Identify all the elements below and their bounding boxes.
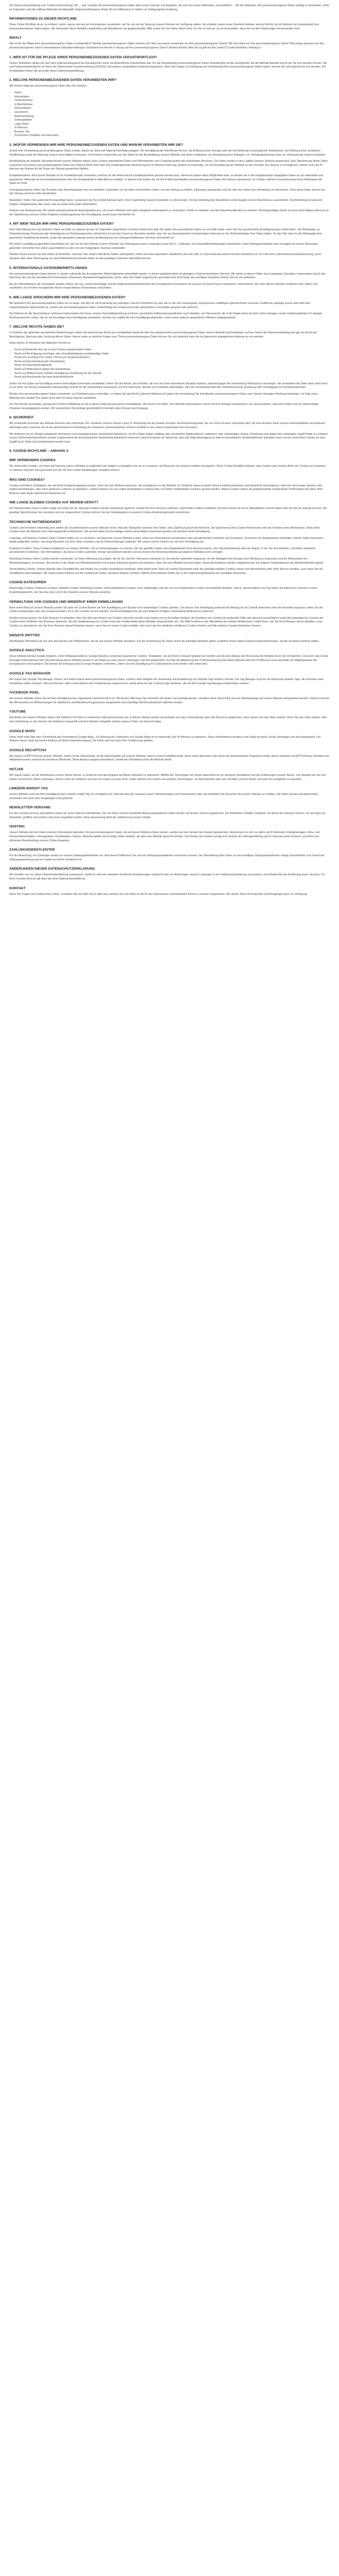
paragraph: Wir nutzen den Google Tag Manager. Dieses Tool selbst erfasst keine personenbezogenen Daten, sondern dient lediglich der Verwaltung und Auslieferung von Website-Tags anderer Dienste. Der Tag Manager sorgt für die Auslösung anderer Tags, die ihrerseits unter Umständen Daten erfassen. Wird auf Domain- oder Cookie-Ebene eine Deaktivierung vorgenommen, bleibt diese für alle Tracking-Tags bestehen, die mit dem Google Tag Manager implementiert werden. xyxy=(9,677,324,685)
list-item: • Recht auf Einschränkung der Verarbeitung xyxy=(14,360,330,364)
paragraph: Beim ersten Besuch unserer Website werden Sie über ein Cookie-Banner um Ihre Einwilligung zum Einsatz nicht notwendiger Cookies gebeten. Sie können Ihre Einwilligung jederzeit mit Wirkung für die Zukunft widerrufen oder Ihre Auswahl anpassen, indem Sie die Cookie-Einstellungen über den entsprechenden Link in der Fußzeile erneut aufrufen. Die Rechtmäßigkeit der bis zum Widerruf erfolgten Verarbeitung bleibt davon unberührt. xyxy=(9,606,323,614)
list-item: • E-Mail-Adresse xyxy=(14,103,330,107)
paragraph: Wir binden auf unserer Website Videos der Plattform YouTube im erweiterten Datenschutzmodus ein. In diesem Modus werden laut Anbieter erst dann Informationen über den Besucher gespeichert, wenn dieser sich das Video ansieht. Wenn Sie das Video starten, wird eine Verbindung zu den Servern des Anbieters hergestellt und dem Anbieter mitgeteilt, welche unserer Seiten Sie besucht haben. xyxy=(9,716,327,723)
list-item: • Recht auf Berichtigung unrichtiger oder Vervollständigung unvollständiger Daten xyxy=(14,352,330,357)
paragraph: Marketing-Cookies: Diese Cookies werden verwendet, um Ihnen Werbung anzuzeigen, die für Sie und Ihre Interessen relevanter ist. Sie werden außerdem eingesetzt, um die Häufigkeit der Anzeige einer Werbung zu begrenzen und die Wirksamkeit von Werbekampagnen zu messen. Sie werden in der Regel von Werbenetzwerken mit unserer Erlaubnis gesetzt und speichern, dass Sie eine Website besucht haben. Diese Informationen werden möglicherweise mit anderen Organisationen wie Werbetreibenden geteilt. xyxy=(9,557,324,565)
section-heading-zahlungsdienstleister: ZAHLUNGSDIENSTLEISTER xyxy=(9,848,55,852)
section-heading-linkedin-insight-tag: LINKEDIN INSIGHT TAG xyxy=(9,787,48,791)
paragraph: Funktions-Cookies: Diese Cookies ermöglichen es unserer Website, sich an Entscheidungen zu erinnern, die Sie getroffen haben, wie beispielsweise Ihren Benutzernamen, Ihre Spracheinstellung oder die Region, in der Sie sich befinden, und bieten erweiterte, persönlichere Funktionen. Die Informationen, die diese Cookies sammeln, können anonymisiert werden und sie können Ihre Browsing-Aktivität auf anderen Websites nicht verfolgen. xyxy=(9,547,316,554)
list-item: • Recht auf Auskunft über die zu Ihrer Person gespeicherten Daten xyxy=(14,348,330,352)
section-heading-inhalt: INHALT xyxy=(9,36,22,40)
section-heading-google-analytics: GOOGLE ANALYTICS xyxy=(9,649,44,653)
section-heading-hosting: HOSTING xyxy=(9,825,25,829)
paragraph: Wir verwenden innerhalb des Website-Besuchs das verbreitete SSL-Verfahren (Secure Socket Layer) in Verbindung mit der jeweils höchsten Verschlüsselungsstufe, die von Ihrem Browser unterstützt wird. Ob eine einzelne Seite unseres Internetauftrittes verschlüsselt übertragen wird, erkennen Sie an der geschlossenen Darstellung des Schlüssel- beziehungsweise Schloss-Symbols in der unteren Statusleiste Ihres Browsers. xyxy=(9,422,325,429)
paragraph: Eine Übermittlung Ihrer persönlichen Daten an Dritte zu anderen als den im Folgenden aufgeführten Zwecken findet nicht statt. Wir geben Ihre persönlichen Daten nur an Dritte weiter, wenn Sie Ihre ausdrückliche Einwilligung dazu erteilt haben, die Weitergabe zur Geltendmachung, Ausübung oder Verteidigung von Rechtsansprüchen erforderlich ist und kein Grund zur Annahme besteht, dass Sie ein überwiegendes schutzwürdiges Interesse an der Nichtweitergabe Ihrer Daten haben, für den Fall, dass für die Weitergabe eine gesetzliche Verpflichtung besteht, sowie dies gesetzlich zulässig und für die Abwicklung von Vertragsverhältnissen mit Ihnen erforderlich ist. xyxy=(9,228,322,240)
section-heading-5-internationale-datenübermittlungen: 5. INTERNATIONALE DATENÜBERMITTLUNGEN xyxy=(9,266,88,270)
list-item: • IP-Adresse xyxy=(14,126,330,130)
paragraph: Für die Abwicklung von Zahlungen setzen wir externe Zahlungsdienstleister ein, über deren Plattformen Sie und wir Zahlungstransaktionen vornehmen können. Die Übermittlung Ihrer Daten an den jeweiligen Zahlungsdienstleister erfolgt ausschließlich zum Zweck der Zahlungsabwicklung und nur soweit sie hierfür erforderlich ist. xyxy=(9,854,325,861)
list-item: • Recht auf Widerspruch gegen die Verarbeitung xyxy=(14,368,330,372)
list-item: • Telefonnummer xyxy=(14,99,330,103)
list-item: • Name xyxy=(14,91,330,95)
paragraph: Ihre personenbezogenen Daten können in Länder außerhalb des Europäischen Wirtschaftsraums übermittelt werden, in denen gegebenenfalls ein geringeres Datenschutzniveau herrscht. Wir stellen in diesen Fällen durch geeignete Garantien, insbesondere durch den Abschluss der von der Europäischen Kommission erlassenen Standardvertragsklauseln, sicher, dass Ihre Daten angemessen geschützt sind. Eine Kopie der jeweiligen Garantien können Sie bei uns anfordern. xyxy=(9,272,326,280)
paragraph: Wir speichern Ihre personenbezogenen Daten nur so lange, wie dies für die Erreichung der jeweiligen Zwecke erforderlich ist oder wie es die vom Gesetzgeber vorgesehenen vielfältigen Speicherfristen vorsehen. Entfällt der jeweilige Zweck oder läuft eine vorgeschriebene Speicherfrist ab, werden die personenbezogenen Daten routinemäßig und entsprechend den gesetzlichen Vorschriften gesperrt oder gelöscht. xyxy=(9,301,311,309)
paragraph: Sofern wir Ihre Daten auf Grundlage unserer berechtigten Interessen verarbeiten, haben Sie das Recht, aus Gründen, die sich aus Ihrer besonderen Situation ergeben, jederzeit gegen die Verarbeitung Widerspruch einzulegen. Wir verarbeiten die Daten dann nicht mehr, es sei denn, wir können zwingende schutzwürdige Gründe für die Verarbeitung nachweisen, die Ihre Interessen, Rechte und Freiheiten überwiegen, oder die Verarbeitung dient der Geltendmachung, Ausübung oder Verteidigung von Rechtsansprüchen. xyxy=(9,382,328,389)
paragraph: Der Datenschutzerklärung und "Cookie-Unterrichtung" der ... und "Leander die personenbezogenen Daten über unsere Dienste und Angebote, die sich auf unsere Webseiten, einschließlich ... Mit den Websites, ihre personenbezogenen Daten zuläßig zu behandeln. Unter im Folgenden wird die haftbare Webseite bereitgestellt. Datenschutzhinweise finden Sie im Hilfsbereich in Seiten zur Verfügungsbeschreibung. xyxy=(9,4,329,11)
section-heading-kontakt: KONTAKT xyxy=(9,886,26,890)
bullet-list xyxy=(9,348,330,380)
section-heading-9-cookie-richtlinie-anhang-a: 9. COOKIE-RICHTLINIE – ANHANG A xyxy=(9,449,69,453)
paragraph: Bereitstellung der Website: Bei jedem Aufruf unserer Website erfasst unser System automatisiert Daten und Informationen vom Computersystem des aufrufenden Rechners. Die Daten werden in den Logfiles unseres Systems gespeichert. Eine Speicherung dieser Daten zusammen mit anderen personenbezogenen Daten des Nutzers findet nicht statt. Die vorübergehende Speicherung der IP-Adresse durch das System ist notwendig, um eine Auslieferung der Website an den Rechner des Nutzers zu ermöglichen. Hierfür muss die IP-Adresse des Nutzers für die Dauer der Sitzung gespeichert bleiben. xyxy=(9,160,328,171)
paragraph: Nachfolgend informieren wir Sie über die Dienste von Drittanbietern, die wir auf unserer Website einsetzen. Für die Verarbeitung der Daten durch die jeweiligen Anbieter gelten zusätzlich deren eigene Datenschutzbestimmungen, auf die wir keinen Einfluss haben. xyxy=(9,639,319,643)
list-item: • Geschlecht xyxy=(14,111,330,115)
section-heading-informationen-zu-dieser-richtlinie: INFORMATIONEN ZU DIESER RICHTLINIE xyxy=(9,17,77,21)
paragraph: Auf unserer Website setzen wir mit Ihrer Einwilligung das sogenannte Facebook-Pixel ein. Mit dessen Hilfe kann das Verhalten der Nutzer nachverfolgt werden, nachdem diese durch Klick auf eine Werbeanzeige auf unsere Website weitergeleitet wurden. Dadurch können die Wirksamkeit von Werbeanzeigen für statistische und Marktforschungszwecke ausgewertet und zukünftige Werbemaßnahmen optimiert werden. xyxy=(9,697,330,704)
section-heading-7-welche-rechte-haben-sie: 7. WELCHE RECHTE HABEN SIE? xyxy=(9,325,64,329)
section-heading-1-wer-ist-für-die-pflege-ihrer-personenb: 1. WER IST FÜR DIE PFLEGE IHRER PERSONENBEZOGENEN DATEN VERANTWORTLICH? xyxy=(9,55,157,59)
section-heading-dienste-dritter: DIENSTE DRITTER xyxy=(9,633,40,637)
section-heading-wir-verwenden-cookies: WIR VERWENDEN COOKIES xyxy=(9,459,56,463)
paragraph: Vertragsabwicklung: Wenn Sie Produkte oder Dienstleistungen bei uns bestellen, verarbeiten wir die dafür erforderlichen Daten, um den Vertrag zu erfüllen, Zahlungen abzuwickeln und Sie über den Status Ihrer Bestellung zu informieren. Ohne diese Daten können wir den Vertrag mit Ihnen nicht abschließen. xyxy=(9,188,325,196)
section-heading-google-tag-manager: GOOGLE TAG MANAGER xyxy=(9,671,51,675)
list-item: • Zahlungsdaten xyxy=(14,118,330,123)
section-heading-änderungen-dieser-datenschutzerklärung: ÄNDERUNGEN DIESER DATENSCHUTZERKLÄRUNG xyxy=(9,867,95,871)
paragraph: Die Kriterien für die Speicherdauer umfassen insbesondere die Dauer unserer Geschäftsbeziehung mit Ihnen, gesetzliche Aufbewahrungspflichten nach Handels- und Steuerrecht, die in der Regel sechs bis zehn Jahre betragen, sowie Verjährungsfristen für etwaige Rechtsansprüche. Daten, die wir auf Grundlage Ihrer Einwilligung verarbeiten, löschen wir, sobald Sie Ihre Einwilligung widerrufen, sofern keine anderen gesetzlichen Pflichten entgegenstehen. xyxy=(9,312,322,319)
paragraph: Cookies sind kleine Textdateien, die auf Ihrem Endgerät abgelegt werden, wenn Sie eine Website besuchen. Sie ermöglichen es der Website, Ihr Gerät bei einem erneuten Besuch wiederzuerkennen und bestimmte Informationen, etwa Ihre bevorzugte Sprache oder andere Einstellungen, über einen gewissen Zeitraum zu speichern. Cookies können von uns selbst (Erstanbieter-Cookies) oder von Dritten (Drittanbieter-Cookies) gesetzt werden. Neben Cookies setzen wir gegebenenfalls vergleichbare Technologien wie Pixel, Web Beacons oder lokale Speichermechanismen ein. xyxy=(9,484,323,495)
list-item: • Recht auf Datenübertragbarkeit xyxy=(14,364,330,368)
paragraph: Im Rahmen der geltenden gesetzlichen Bestimmungen haben Sie jederzeit das Recht auf unentgeltliche Auskunft über Ihre gespeicherten personenbezogenen Daten, deren Herkunft und Empfänger und den Zweck der Datenverarbeitung und ggf. ein Recht auf Berichtigung, Sperrung oder Löschung dieser Daten. Hierzu sowie zu weiteren Fragen zum Thema personenbezogene Daten können Sie sich jederzeit unter der im Impressum angegebenen Adresse an uns wenden. xyxy=(9,331,317,338)
paragraph: Ihnen stehen im Einzelnen die folgenden Rechte zu: xyxy=(9,342,71,345)
section-heading-newsletter-versand: NEWSLETTER-VERSAND xyxy=(9,806,50,810)
list-item: • Adressdaten xyxy=(14,95,330,99)
list-item: • Recht auf Widerruf einer erteilten Einwilligung mit Wirkung für die Zukunft xyxy=(14,372,330,376)
paragraph: Wir behalten uns vor, diese Datenschutzerklärung anzupassen, damit sie stets den aktuellen rechtlichen Anforderungen entspricht oder um Änderungen unserer Leistungen in der Datenschutzerklärung umzusetzen, zum Beispiel bei der Einführung neuer Services. Für Ihren erneuten Besuch gilt dann die neue Datenschutzerklärung. xyxy=(9,873,325,881)
list-item: • Browser-Typ xyxy=(14,130,330,134)
paragraph: Kontaktaufnahme: Auf unserer Website ist ein Kontaktformular vorhanden, welches für die elektronische Kontaktaufnahme genutzt werden kann. Nimmt ein Nutzer diese Möglichkeit wahr, so werden die in der Eingabemaske eingegeben Daten an uns übermittelt und gespeichert. Alternativ ist eine Kontaktaufnahme über die bereitgestellte E-Mail-Adresse möglich. In diesem Fall werden die mit der E-Mail übermittelten personenbezogenen Daten des Nutzers gespeichert. Es erfolgt in diesem Zusammenhang keine Weitergabe der Daten an Dritte. xyxy=(9,174,323,185)
paragraph: Cookies, die technisch notwendig sind, stellen die Grundfunktionen unserer Website sicher, etwa die Navigation zwischen den Seiten, den Zugriff auf gesicherte Bereiche, die Speicherung Ihrer Cookie-Präferenzen oder die Funktion eines Warenkorbs. Ohne diese Cookies kann die Website nicht ordnungsgemäß funktionieren. Sie werden daher auf Grundlage unseres berechtigten Interesses gesetzt und erfordern keine Einwilligung. xyxy=(9,526,320,534)
paragraph: Wir verwenden Cookies, um Ihnen die Nutzung unserer Website so angenehm wie möglich zu gestalten und um zu verstehen, wie Besucher mit unseren Inhalten interagieren. Diese Cookie-Richtlinie erläutert, was Cookies sind, welche Arten von Cookies wir einsetzen, zu welchen Zwecken dies geschieht und wie Sie Ihre Cookie-Einstellungen verwalten können. xyxy=(9,465,327,472)
paragraph: Newsletter: Sofern Sie ausdrücklich eingewilligt haben, verwenden wir Ihre E-Mail-Adresse dafür, Ihnen regelmäßig unseren Newsletter zu übersenden. Für den Empfang des Newsletters ist die Angabe einer E-Mail-Adresse ausreichend. Die Abmeldung ist jederzeit möglich, beispielsweise über einen Link am Ende eines jeden Newsletters. xyxy=(9,199,322,206)
paragraph: Wir nutzen Hotjar, um die Bedürfnisse unserer Nutzer besser zu verstehen und das Angebot auf dieser Webseite zu optimieren. Mithilfe der Technologie von Hotjar bekommen wir ein besseres Verständnis von den Erfahrungen unserer Nutzer, zum Beispiel wie viel Zeit Nutzer auf welchen Seiten verbringen, welche Links sie anklicken und was sie mögen und was nicht. Hotjar arbeitet mit Cookies und anderen Technologien, um Informationen über das Verhalten unserer Nutzer und über ihre Endgeräte zu sammeln. xyxy=(9,773,326,781)
paragraph: Unsere Website wird bei einem externen Dienstleister gehostet. Die personenbezogenen Daten, die auf dieser Website erfasst werden, werden auf den Servern des Hosters gespeichert. Hierbei kann es sich vor allem um IP-Adressen, Kontaktanfragen, Meta- und Kommunikationsdaten, Vertragsdaten, Kontaktdaten, Namen, Websitezugriffe und sonstige Daten handeln, die über eine Website generiert werden. Der Einsatz des Hosters erfolgt zum Zwecke der Vertragserfüllung und im Interesse einer sicheren, schnellen und effizienten Bereitstellung unseres Online-Angebots. xyxy=(9,831,320,842)
paragraph: Um Ihre Rechte auszuüben, genügt eine formlose Mitteilung an die in dieser Erklärung genannten Kontaktdaten. Wir können Sie bitten, Ihre Identität nachzuweisen, bevor wir Ihrer Anfrage nachkommen, um sicherzustellen, dass Ihre Daten nicht an unberechtigte Personen herausgegeben werden. Wir beantworten Ihre Anfrage grundsätzlich innerhalb eines Monats nach Eingang. xyxy=(9,403,319,410)
section-heading-facebook-pixel: FACEBOOK PIXEL xyxy=(9,691,40,695)
section-heading-hotjar: HOTJAR xyxy=(9,767,24,771)
paragraph: Die Speicherdauer eines Cookies hängt von seiner Art ab. Sitzungs-Cookies werden automatisch gelöscht, sobald Sie Ihren Browser schließen. Dauerhafte Cookies verbleiben auf Ihrem Gerät, bis sie ihr Ablaufdatum erreicht haben oder bis Sie sie manuell löschen. Die jeweilige Speicherdauer der einzelnen von uns eingesetzten Cookies können Sie den Detailangaben in unserem Cookie-Einstellungsbereich entnehmen. xyxy=(9,507,327,514)
privacy-policy-document xyxy=(0,0,339,896)
paragraph: Social-Media-Cookies: Unsere Website kann Schaltflächen und Inhalte von sozialen Netzwerken einbinden. Beim Aufruf einer Seite mit solchen Elementen kann der jeweilige Anbieter Cookies setzen und Informationen über Ihren Besuch erhalten, auch wenn Sie die Schaltfläche nicht betätigen. Wir haben keinen Einfluss auf den Umfang der Daten, die diese Anbieter erheben. Nähere Informationen finden Sie in den Datenschutzhinweisen der jeweiligen Netzwerke. xyxy=(9,568,323,575)
paragraph: Diese Website benutzt Google Analytics, einen Webanalysedienst. Google Analytics verwendet sogenannte Cookies, Textdateien, die auf Ihrem Computer gespeichert werden und die eine Analyse der Benutzung der Website durch Sie ermöglichen. Die durch das Cookie erzeugten Informationen über Ihre Benutzung dieser Website werden in der Regel an einen Server übertragen und dort gespeichert. Im Falle der Aktivierung der IP-Anonymisierung auf dieser Website wird Ihre IP-Adresse zuvor innerhalb von Mitgliedstaaten der Europäischen Union gekürzt. Sie können die Erfassung durch Google Analytics verhindern, indem Sie Ihre Einwilligung im Cookie-Banner nicht erteilen oder widerrufen. xyxy=(9,655,329,666)
list-item: • Persönliche Vorlieben und Interessen xyxy=(14,134,330,138)
paragraph: Für den Versand unseres Newsletters nutzen wir einen externen Dienstleister. Die von Ihnen zwecks Newsletter-Bezug eingegebenen Daten werden auf dessen Servern gespeichert. Die Newsletter enthalten Zählpixel, mit denen wir erkennen können, ob und wann ein Newsletter geöffnet und welche Links darin angeklickt wurden. Diese Auswertung dient der Optimierung unserer Inhalte. xyxy=(9,812,326,819)
list-item: • Recht auf Beschwerde bei einer Aufsichtsbehörde xyxy=(14,376,330,380)
section-heading-8-sicherheit: 8. SICHERHEIT xyxy=(9,416,34,420)
paragraph: Wir setzen sorgfältig ausgewählte Dienstleister ein, die uns bei dem Betrieb unserer Website, der Erbringung unserer Leistungen sowie bei IT-, Zahlungs- und Versanddienstleistungen unterstützen. Diese Auftragsverarbeiter sind vertraglich an unsere Weisungen gebunden und dürfen Ihre Daten ausschließlich zu den von uns festgelegten Zwecken verarbeiten. xyxy=(9,243,318,250)
section-heading-google-maps: GOOGLE MAPS xyxy=(9,729,35,733)
paragraph: Wer ist für die Pflege Ihrer personenbezogenen Daten verantwortlich? Welche personenbezogenen Daten erheben wir? Wie und warum verwenden wir Ihre personenbezogenen Daten? Mit wem teilen wir Ihre personenbezogenen Daten? Wie lange speichern wir Ihre personenbezogenen Daten? Internationale Datenübermittlungen Sicherheit Ihre Rechte in Bezug auf Ihre personenbezogenen Daten? Weitere Rechte (Wer hat Zugriff auf Ihre Daten?) Cookie-Richtlinie / Anhang II xyxy=(9,42,325,49)
paragraph: Leistungs- und Analyse-Cookies: Diese Cookies helfen uns zu verstehen, wie Besucher unsere Website nutzen, indem sie Informationen anonymisiert oder pseudonymisiert sammeln und auswerten. So können wir beispielsweise feststellen, welche Seiten besonders häufig aufgerufen werden, wie lange Besucher auf einer Seite verweilen und ob Fehlermeldungen auftreten. Wir setzen solche Cookies nur mit Ihrer Einwilligung ein. xyxy=(9,536,324,544)
section-heading-google-recaptcha: GOOGLE RECAPTCHA xyxy=(9,748,47,752)
paragraph: Unsere Webseiten stellen ein nach dem Datenschutzgesetz der Europäischen Union verantwortliches Unternehmen dar. Für die Verarbeitung personenbezogener Daten verantwortlich ist die Gesellschaft, die die Website betreibt und an die Sie sich wenden können. Wir sind Datenverantwortlicher im Sinne der Datenschutz-Grundverordnung (DSGVO) und anderer anwendbarer Datenschutzgesetze. Wenn Sie Fragen zur Erhebung und Verarbeitung Ihrer personenbezogenen Daten haben, können Sie sich jederzeit an uns wenden. Die Kontaktdaten finden Sie am Ende dieser Datenschutzerklärung. xyxy=(9,61,327,73)
paragraph: Bei der Übermittlung in die Vereinigten Staaten stützen wir uns, soweit einschlägig, auf den Angemessenheitsbeschluss der Europäischen Kommission für das EU-US Data Privacy Framework. Unternehmen, die unter diesem Rahmen zertifiziert sind, haben sich verpflichtet, ein mit dem europäischen Recht vergleichbares Schutzniveau einzuhalten. xyxy=(9,282,318,290)
section-heading-cookie-kategorien: COOKIE-KATEGORIEN xyxy=(9,581,46,585)
list-item: • Recht auf Löschung Ihrer Daten ("Recht auf Vergessenwerden") xyxy=(14,356,330,360)
section-heading-2-welche-personenbezogenen-daten-verarbe: 2. WELCHE PERSONENBEZOGENEN DATEN VERARBEITEN WIR? xyxy=(9,78,117,82)
section-heading-youtube: YOUTUBE xyxy=(9,710,26,714)
paragraph: Wenn Sie Fragen zum Datenschutz haben, schreiben Sie uns bitte eine E-Mail oder wenden Sie sich direkt an die für den Datenschutz verantwortliche Person in unserer Organisation. Wir stehen Ihnen für Auskünfte und Anregungen gern zur Verfügung. xyxy=(9,892,308,896)
paragraph: Darüber hinaus können Sie Ihren Browser so einstellen, dass Sie über das Setzen von Cookies informiert werden und Cookies nur im Einzelfall erlauben, die Annahme von Cookies für bestimmte Fälle oder generell ausschließen sowie das automatische Löschen der Cookies beim Schließen des Browsers aktivieren. Bei der Deaktivierung von Cookies kann die Funktionalität dieser Website eingeschränkt sein. Die Hilfe-Funktion in der Menüleiste der meisten Webbrowser erklärt Ihnen, wie Sie Ihren Browser davon abhalten, neue Cookies zu akzeptieren, wie Sie Ihren Browser darauf hinweisen lassen, wenn Sie ein neues Cookie erhalten, oder auch wie Sie sämtliche erhaltenen Cookies löschen und alle weiteren Cookies blockieren können. xyxy=(9,616,324,628)
paragraph: Wir können folgende personenbezogene Daten über Sie erheben: xyxy=(9,84,88,88)
list-item: • Login-Daten xyxy=(14,123,330,127)
section-heading-wie-lange-bleiben-cookies-auf-meinem-ger: WIE LANGE BLEIBEN COOKIES AUF MEINEM GERÄT? xyxy=(9,501,98,505)
paragraph: Wir nutzen reCAPTCHA auf unserer Website. Zweck ist die Überprüfung, ob die Dateneingabe auf unserer Website, etwa in einem Kontaktformular, durch einen Menschen oder durch ein automatisiertes Programm erfolgt. Hierzu analysiert reCAPTCHA das Verhalten des Websitebesuchers anhand verschiedener Merkmale. Diese Analyse beginnt automatisch, sobald der Websitebesucher die Website betritt. xyxy=(9,754,329,762)
section-heading-6-wie-lange-speichern-wir-ihre-personenb: 6. WIE LANGE SPEICHERN WIR IHRE PERSONENBEZOGENEN DATEN? xyxy=(9,295,126,299)
list-item: • Bankverbindung xyxy=(14,115,330,119)
paragraph: Unsere Website nutzt mit Ihrer Einwilligung das LinkedIn Insight Tag. Es ermöglicht uns, Berichte über die Leistung unserer Werbeanzeigen und Informationen über die Interaktion der Besucher mit unserer Website zu erhalten. Die Daten werden pseudonymisiert verarbeitet und nach einer festgelegten Frist gelöscht. xyxy=(9,793,318,800)
bullet-list xyxy=(9,91,330,138)
paragraph: Darüber hinaus können wir Ihre Daten an Behörden, Gerichte oder andere öffentliche Stellen weitergeben, sofern wir hierzu gesetzlich verpflichtet sind oder dies zur Durchsetzung unserer Rechte erforderlich ist. Im Falle einer Unternehmensumstrukturierung, eines Verkaufs oder einer Übertragung von Geschäftsbereichen können Daten an den jeweiligen Erwerber übermittelt werden. xyxy=(9,253,321,260)
paragraph: Soweit eine Verarbeitung personenbezogener Daten erfolgt, stützen wir diese auf folgende Rechtsgrundlagen: Die Einwilligung der betroffenen Person, die Erfüllung eines Vertrags oder die Durchführung vorvertraglicher Maßnahmen, die Erfüllung einer rechtlichen Verpflichtung sowie die Wahrung unserer berechtigten Interessen. Im Einzelnen verwenden wir Ihre Daten für die Bereitstellung unserer Website und deren Funktionen, zur Bearbeitung Ihrer Anfragen, zur Vertragsabwicklung sowie zur Verbesserung unseres Angebots. xyxy=(9,149,326,157)
list-item: • Geburtsdatum xyxy=(14,107,330,111)
section-heading-technische-notwendigkeit: TECHNISCHE NOTWENDIGKEIT xyxy=(9,520,61,524)
section-heading-4-mit-wem-teilen-wir-ihre-personenbezoge: 4. MIT WEM TEILEN WIR IHRE PERSONENBEZOGENEN DATEN? xyxy=(9,222,114,226)
paragraph: Notwendige Cookies; Präferenz-Cookies; Statistik-Cookies; Marketing-Cookies; Nicht klassifizierte Cookies. Eine vollständige Liste der von uns eingesetzten Cookies einschließlich Anbieter, Zweck, Speicherdauer und Typ finden Sie jederzeit in unserem Cookie-Einstellungsbereich, den Sie über den Link in der Fußzeile unserer Website erreichen. xyxy=(9,587,318,595)
section-heading-verwaltung-von-cookies-und-widerruf-ihre: VERWALTUNG VON COOKIES UND WIDERRUF IHRER EINWILLIGUNG xyxy=(9,600,124,604)
section-heading-3-wofür-verwenden-wir-ihre-personenbezog: 3. WOFÜR VERWENDEN WIR IHRE PERSONENBEZOGENEN DATEN UND WARUM VERARBEITEN WIR SIE? xyxy=(9,143,183,147)
paragraph: Diese Online Richtlinie ist es, zu erklären, wann, warum und wie wir Informationen verarbeiten, die Sie uns bei der Nutzung unserer Website zur Verfügung stellen. Sie erhalten zudem einen Überblick darüber, welche Rechte Sie im Rahmen der Verarbeitung Ihrer personenbezogenen Daten haben. Wir überprüfen diese Richtlinie regelmäßig und aktualisieren sie gegebenenfalls. Bitte sehen Sie sich daher diese Seite von Zeit zu Zeit an, um sicherzustellen, dass Sie mit allen Änderungen einverstanden sind. xyxy=(9,23,319,30)
paragraph: Analyse und Verbesserung: Wir werten pseudonymisierte Nutzungsdaten aus, um unsere Website und unsere Angebote kontinuierlich zu verbessern, Fehler zu beheben und die Nutzerfreundlichkeit zu erhöhen. Rechtsgrundlage hierfür ist unser berechtigtes Interesse an der Optimierung unseres Online-Angebots beziehungsweise Ihre Einwilligung, soweit diese erforderlich ist. xyxy=(9,209,329,216)
section-heading-was-sind-cookies: WAS SIND COOKIES? xyxy=(9,478,45,482)
paragraph: Diese Seite nutzt über eine Schnittstelle den Kartendienst Google Maps. Zur Nutzung der Funktionen von Google Maps ist es notwendig, Ihre IP-Adresse zu speichern. Diese Informationen werden in der Regel an einen Server übertragen und dort gespeichert. Der Anbieter dieser Seite hat keinen Einfluss auf diese Datenübertragung. Die Karte wird erst nach Ihrer Zustimmung geladen. xyxy=(9,735,321,743)
paragraph: Werden Ihre personenbezogenen Daten verarbeitet, um Direktwerbung zu betreiben, so haben Sie das Recht, jederzeit Widerspruch gegen die Verarbeitung Sie betreffender personenbezogener Daten zum Zwecke derartiger Werbung einzulegen. Im Falle eines Widerspruchs werden Ihre Daten nicht mehr für diese Zwecke verarbeitet. xyxy=(9,393,318,400)
paragraph: Wir bedienen uns im Übrigen geeigneter technischer und organisatorischer Sicherheitsmaßnahmen, um Ihre Daten gegen zufällige oder vorsätzliche Manipulationen, teilweisen oder vollständigen Verlust, Zerstörung oder gegen den unbefugten Zugriff Dritter zu schützen. Unsere Sicherheitsmaßnahmen werden entsprechend der technologischen Entwicklung fortlaufend verbessert. Dennoch weisen wir darauf hin, dass die Datenübertragung im Internet grundsätzlich Sicherheitslücken aufweisen kann und ein lückenloser Schutz vor dem Zugriff durch Dritte nicht gewährleistet werden kann. xyxy=(9,432,329,444)
